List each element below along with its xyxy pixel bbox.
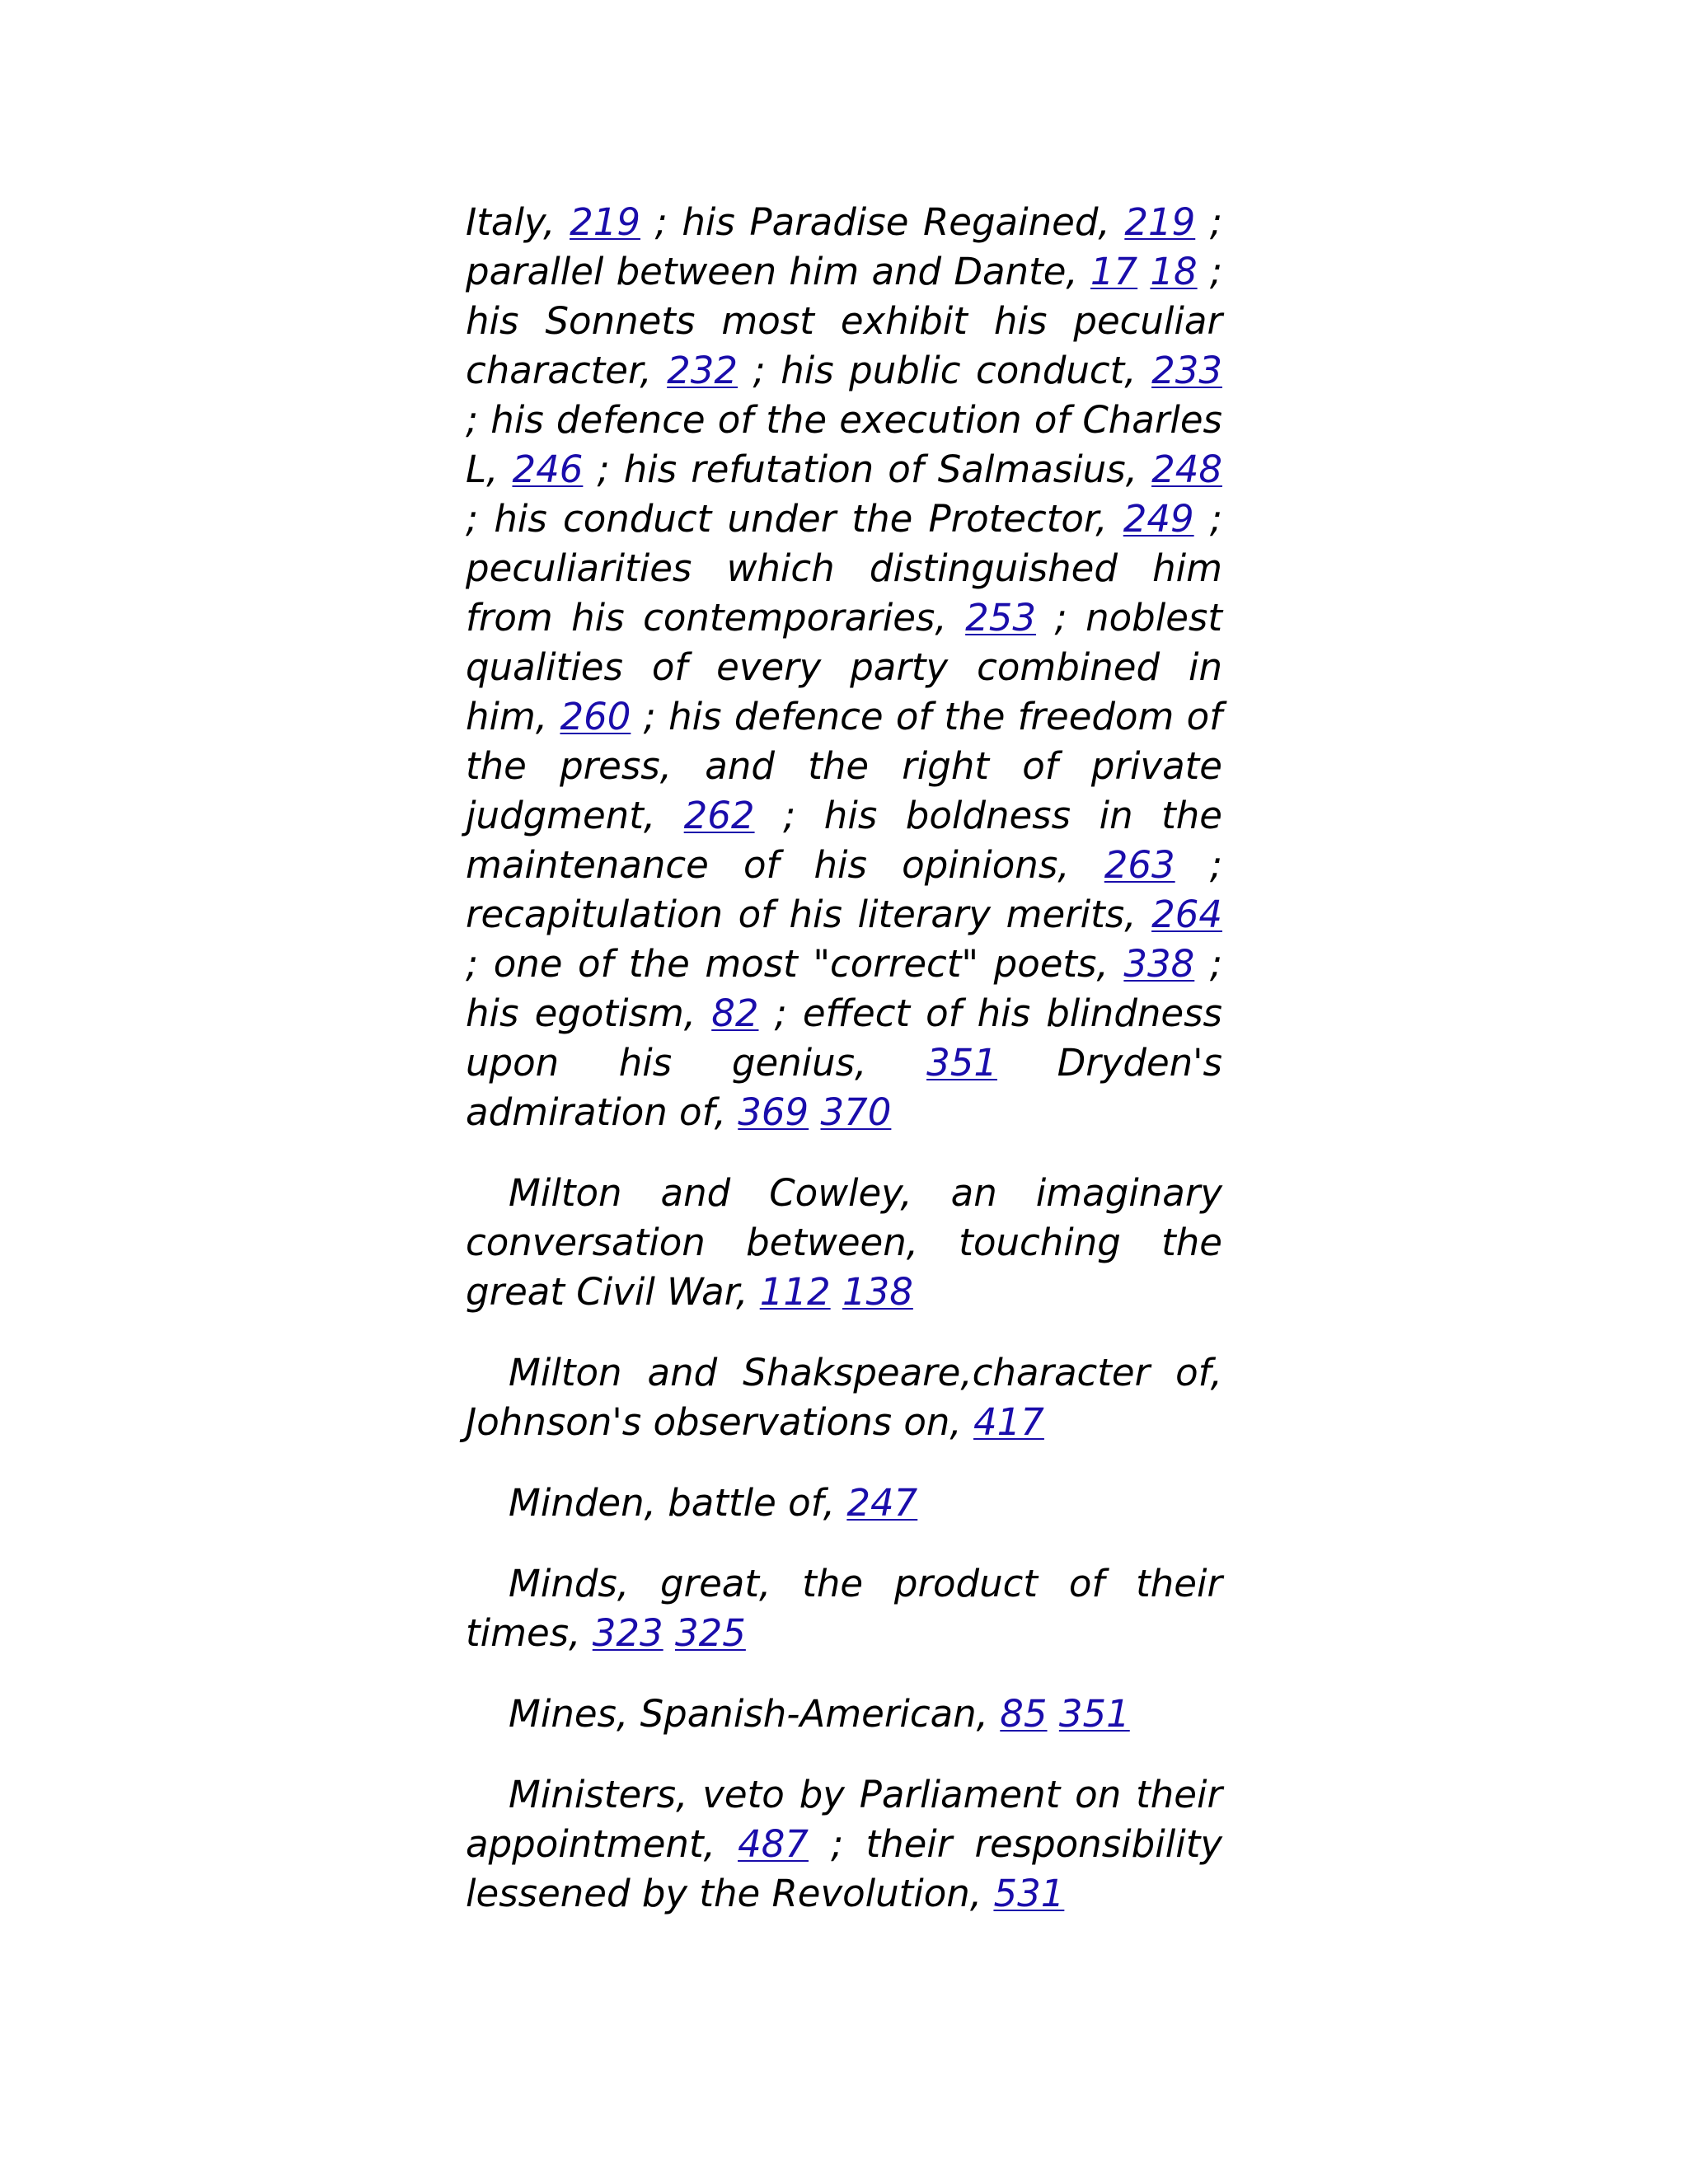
page-reference-link[interactable]: 232	[667, 349, 738, 392]
page-reference-link[interactable]: 263	[1104, 843, 1175, 887]
entry-text: ; his egotism,	[466, 942, 1222, 1035]
entry-text: Minds, great, the product of their times,	[466, 1562, 1222, 1655]
page-reference-link[interactable]: 85	[1000, 1692, 1048, 1736]
page-reference-link[interactable]: 219	[570, 200, 640, 244]
entry-text: Ministers, veto by Parliament on their appointment,	[466, 1773, 1222, 1866]
page-reference-link[interactable]: 253	[965, 596, 1037, 640]
page-reference-link[interactable]: 17	[1090, 250, 1138, 293]
page-reference-link[interactable]: 351	[926, 1041, 997, 1085]
entry-text: ; his defence of the freedom of the press, and the right of private judgment,	[466, 695, 1222, 837]
entry-text: ; one of the most "correct" poets,	[466, 942, 1124, 986]
entry-text: ; his defence of the execution of Charles L,	[466, 398, 1222, 491]
entry-text: ; his boldness in the maintenance of his opinions,	[466, 794, 1222, 887]
page-reference-link[interactable]: 351	[1058, 1692, 1130, 1736]
entry-text: ; noblest qualities of every party combined in him,	[466, 596, 1222, 738]
page-reference-link[interactable]: 369	[738, 1090, 809, 1134]
page-reference-link[interactable]: 248	[1151, 448, 1222, 491]
page-reference-link[interactable]: 18	[1150, 250, 1198, 293]
entry-text: ; peculiarities which distinguished him from his contemporaries,	[466, 497, 1223, 640]
index-entry	[466, 198, 1222, 1137]
page-reference-link[interactable]: 338	[1123, 942, 1195, 986]
entry-text: ; effect of his blindness upon his genius,	[466, 991, 1222, 1085]
entry-text	[1048, 1692, 1059, 1736]
entry-text: ; his conduct under the Protector,	[466, 497, 1123, 541]
entry-text: Italy,	[466, 200, 570, 244]
entry-text: ; parallel between him and Dante,	[466, 200, 1223, 293]
index-entry	[466, 1559, 1222, 1658]
page-reference-link[interactable]: 417	[973, 1400, 1044, 1444]
page-reference-link[interactable]: 138	[842, 1270, 913, 1314]
entry-text	[1137, 250, 1150, 293]
entry-text: ; his refutation of Salmasius,	[583, 448, 1152, 491]
entry-text: ; their responsibility lessened by the Revolution,	[466, 1822, 1222, 1915]
index-entry	[466, 1770, 1222, 1919]
entry-text	[809, 1090, 820, 1134]
entry-text: ; recapitulation of his literary merits,	[466, 843, 1223, 936]
entry-text: ; his public conduct,	[738, 349, 1152, 392]
entry-text: ; his Sonnets most exhibit his peculiar character,	[466, 250, 1223, 392]
page-reference-link[interactable]: 264	[1151, 893, 1222, 936]
page-reference-link[interactable]: 262	[683, 794, 755, 837]
entry-text: Milton and Shakspeare,character of, Johnson's observations on,	[466, 1351, 1222, 1444]
page-reference-link[interactable]: 487	[738, 1822, 809, 1866]
page-reference-link[interactable]: 260	[560, 695, 631, 738]
page-reference-link[interactable]: 112	[759, 1270, 831, 1314]
page-reference-link[interactable]: 82	[711, 991, 759, 1035]
page-reference-link[interactable]: 247	[846, 1481, 918, 1525]
entry-text	[831, 1270, 842, 1314]
index-entry	[466, 1348, 1222, 1447]
entry-text: Mines, Spanish-American,	[509, 1692, 1001, 1736]
entry-text: ; his Paradise Regained,	[640, 200, 1125, 244]
entry-text	[663, 1611, 675, 1655]
page-reference-link[interactable]: 325	[674, 1611, 746, 1655]
entry-text: Dryden's admiration of,	[466, 1041, 1222, 1134]
page-reference-link[interactable]: 246	[512, 448, 584, 491]
index-entry	[466, 1169, 1222, 1317]
page-reference-link[interactable]: 219	[1124, 200, 1196, 244]
index-entry	[466, 1690, 1222, 1739]
page-reference-link[interactable]: 323	[592, 1611, 663, 1655]
index-entry	[466, 1479, 1222, 1528]
page-reference-link[interactable]: 370	[820, 1090, 892, 1134]
entry-text: Minden, battle of,	[509, 1481, 847, 1525]
page-reference-link[interactable]: 249	[1123, 497, 1194, 541]
index-page	[466, 198, 1222, 1950]
page-reference-link[interactable]: 233	[1151, 349, 1222, 392]
entry-text: Milton and Cowley, an imaginary conversation between, touching the great Civil War,	[466, 1171, 1222, 1314]
page-reference-link[interactable]: 531	[993, 1872, 1065, 1915]
